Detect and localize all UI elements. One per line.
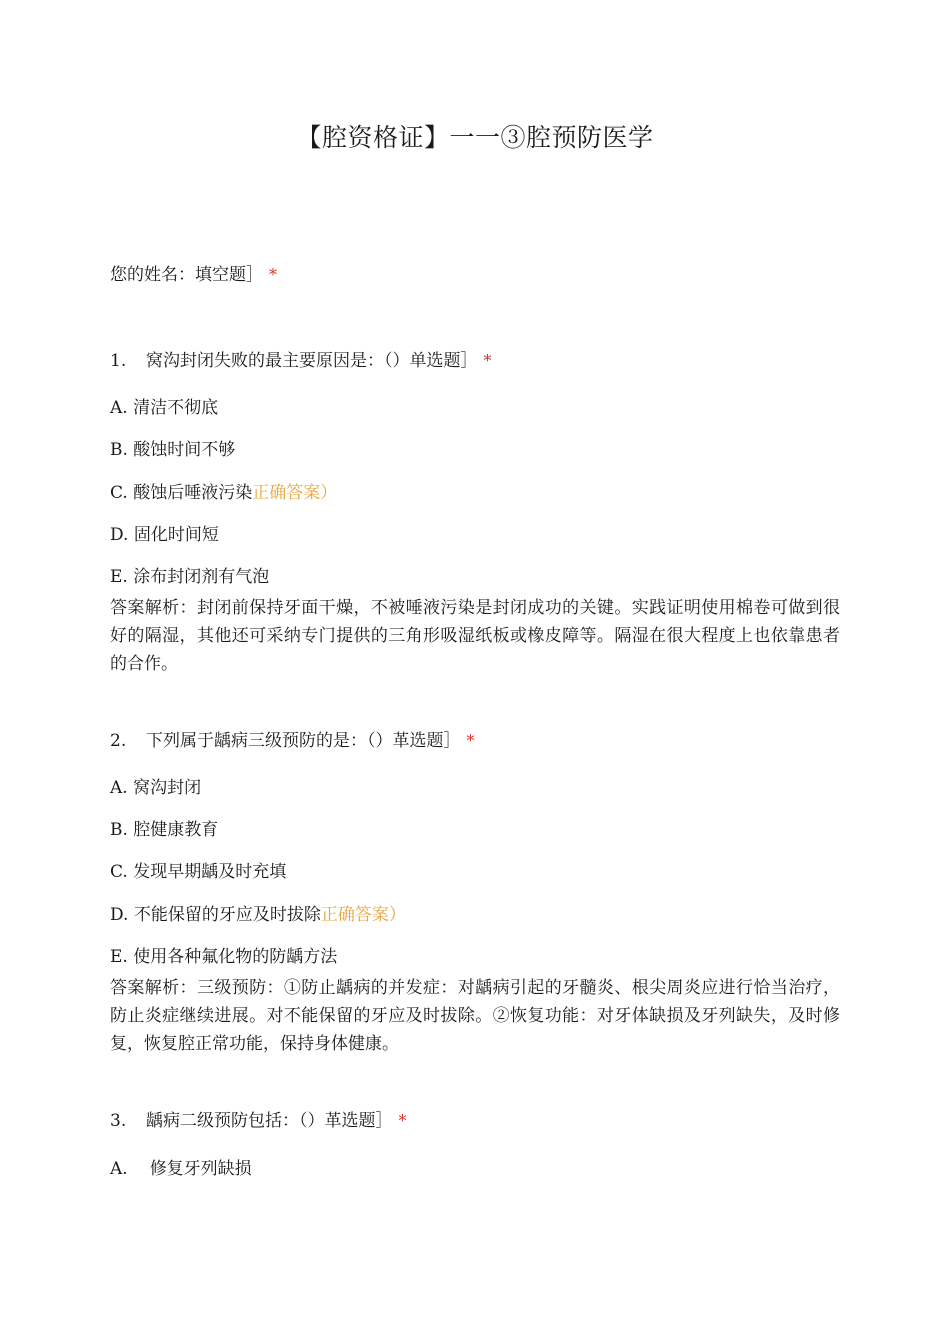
option-d[interactable] [110, 520, 219, 545]
name-field-label [110, 260, 277, 285]
option-text: B. 腔健康教育 [110, 820, 219, 840]
option-c[interactable] [110, 857, 286, 882]
correct-answer-tag: 正确答案） [252, 483, 338, 503]
question-number: 3. [110, 1111, 127, 1131]
question-3-title [110, 1106, 407, 1131]
option-e[interactable] [110, 562, 269, 587]
required-asterisk: * [483, 351, 492, 370]
answer-analysis: 答案解析：三级预防：①防止龋病的并发症：对龋病引起的牙髓炎、根尖周炎应进行恰当治疗，防止炎症继续进展。对不能保留的牙应及时拔除。②恢复功能：对牙体缺损及牙列缺失，及时修复，恢复腔正常功能，保持身体健康。 [110, 978, 840, 1054]
option-a[interactable] [110, 393, 218, 418]
option-b[interactable] [110, 435, 235, 460]
question-text: 窝沟封闭失败的最主要原因是：（）单选题］ [146, 351, 478, 371]
option-text: C. 酸蚀后唾液污染 [110, 483, 253, 503]
question-number: 1. [110, 351, 127, 371]
option-a[interactable] [110, 1154, 252, 1179]
option-a[interactable] [110, 773, 201, 798]
required-asterisk: * [398, 1111, 407, 1130]
option-text: B. 酸蚀时间不够 [110, 440, 236, 460]
option-d[interactable] [110, 900, 406, 925]
required-asterisk: * [269, 265, 277, 284]
option-text: A. 清洁不彻底 [110, 398, 219, 418]
option-text: E. 使用各种氟化物的防龋方法 [110, 947, 338, 967]
question-text: 下列属于龋病三级预防的是：（）革选题］ [146, 731, 461, 751]
option-e[interactable] [110, 942, 337, 967]
option-text: 修复牙列缺损 [149, 1159, 252, 1179]
question-2-title [110, 726, 475, 751]
option-c[interactable] [110, 478, 337, 503]
option-text: A. 窝沟封闭 [110, 778, 202, 798]
question-number: 2. [110, 731, 127, 751]
option-b[interactable] [110, 815, 218, 840]
option-text: E. 涂布封闭剂有气泡 [110, 567, 270, 587]
option-text: D. 不能保留的牙应及时拔除 [110, 905, 321, 925]
page-title: 【腔资格证】一一③腔预防医学 [296, 123, 654, 152]
required-asterisk: * [466, 731, 475, 750]
option-text: D. 固化时间短 [110, 525, 219, 545]
answer-analysis: 答案解析：封闭前保持牙面干燥，不被唾液污染是封闭成功的关键。实践证明使用棉卷可做到很好的隔湿，其他还可采纳专门提供的三角形吸湿纸板或橡皮障等。隔湿在很大程度上也依靠患者的合作。 [110, 598, 840, 674]
option-text: C. 发现早期龋及时充填 [110, 862, 287, 882]
option-letter: A. [110, 1159, 128, 1179]
question-text: 龋病二级预防包括：（）革选题］ [146, 1111, 393, 1131]
correct-answer-tag: 正确答案） [320, 905, 406, 925]
name-label-text: 您的姓名：填空题］ [110, 265, 263, 285]
question-1-title [110, 346, 492, 371]
